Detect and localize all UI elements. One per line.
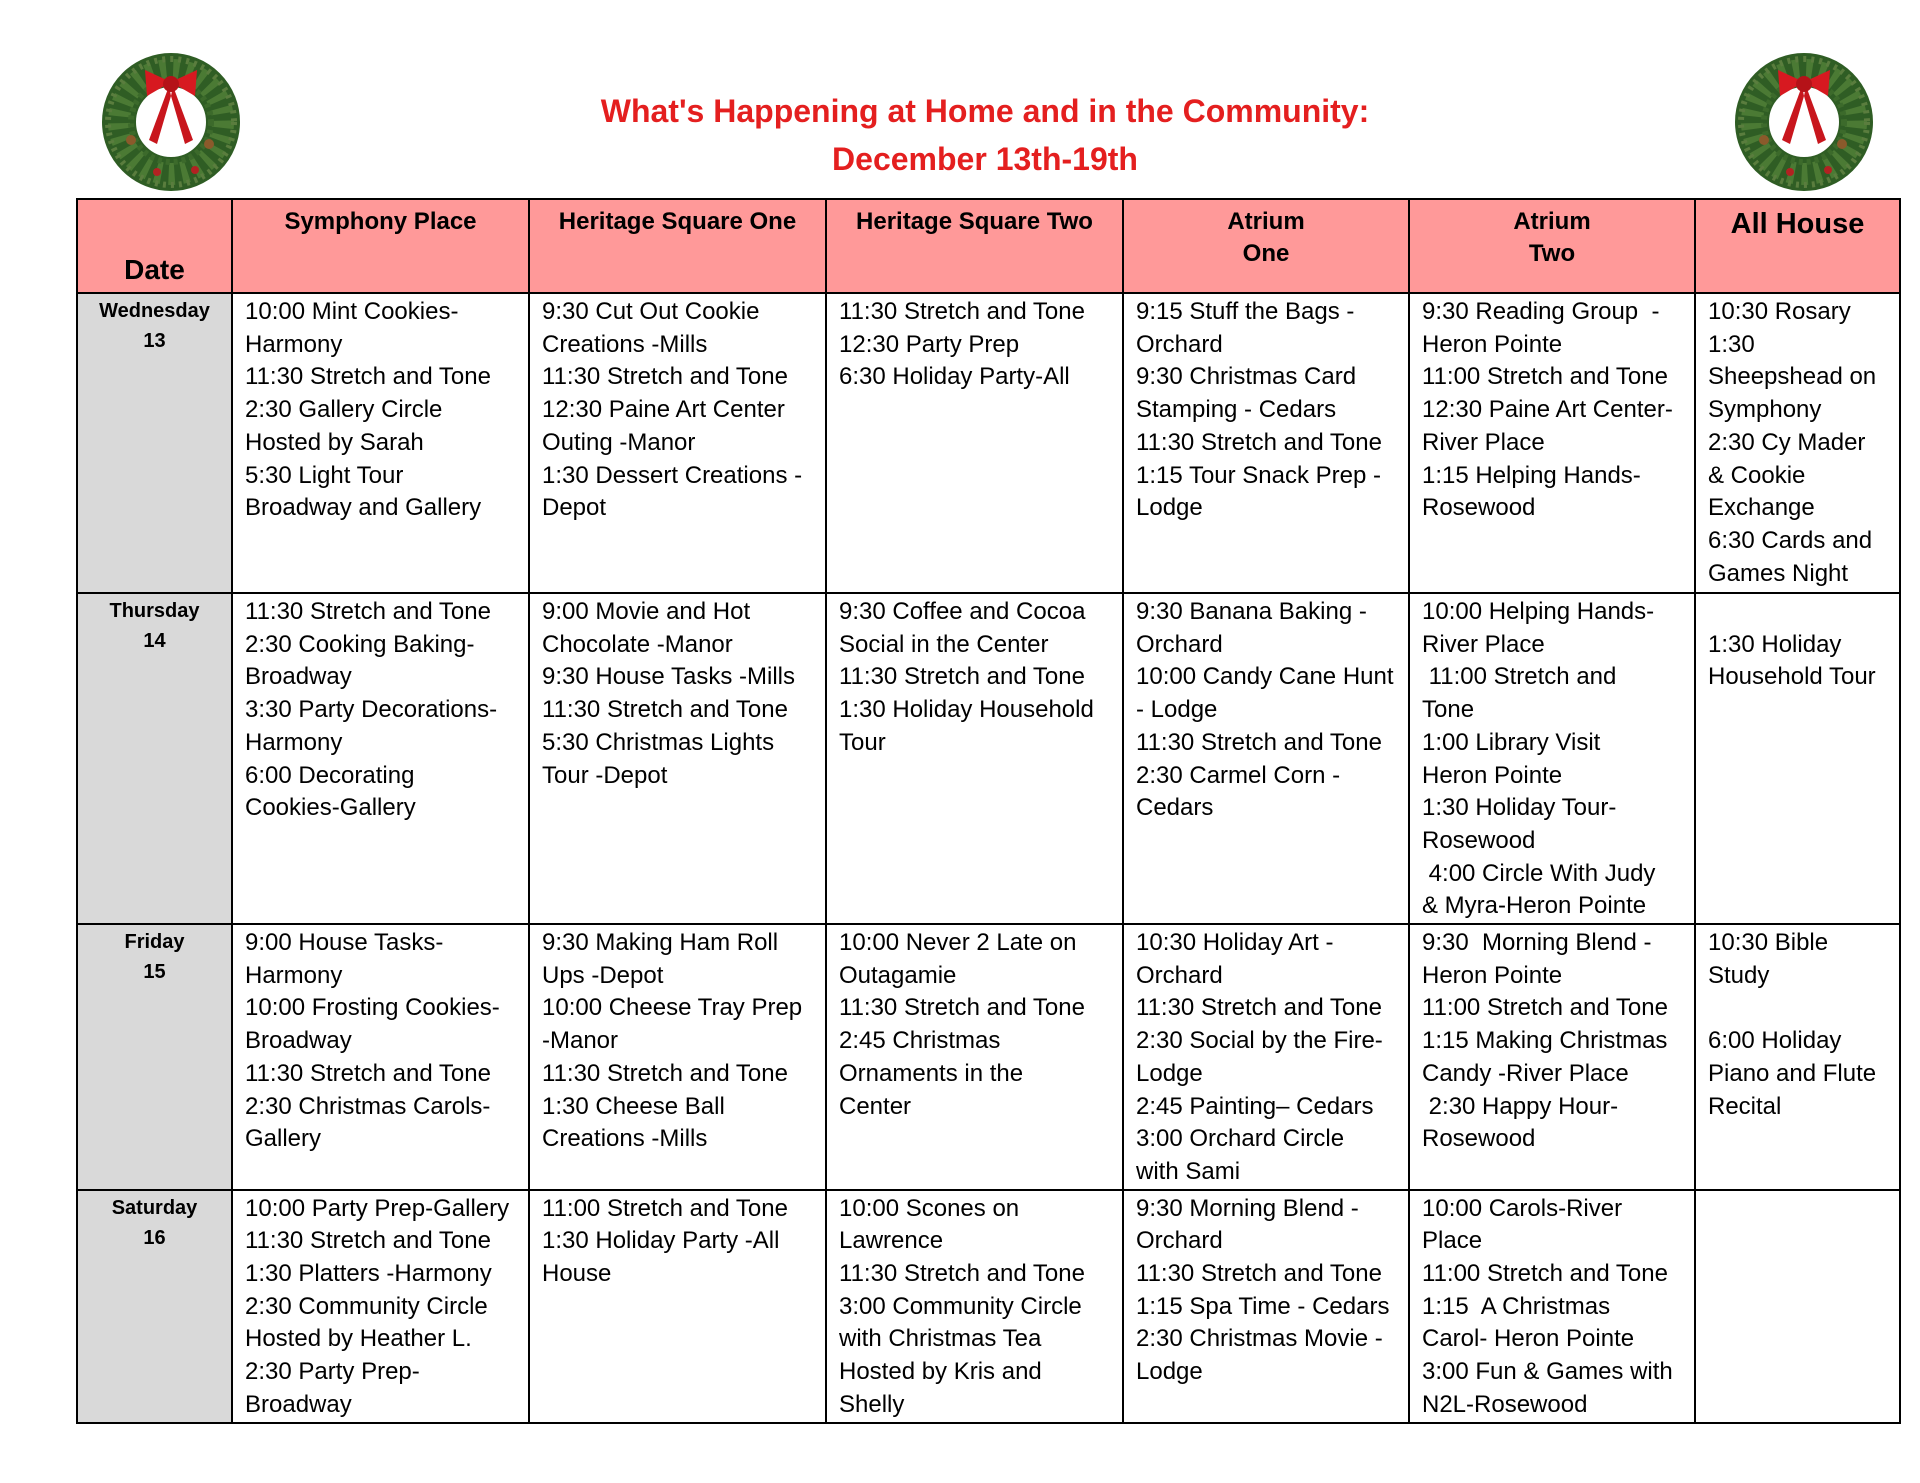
- event-line: 9:30 Banana Baking -: [1136, 598, 1367, 625]
- event-line: 12:30 Paine Art Center: [542, 396, 785, 424]
- schedule-cell: [826, 1190, 1123, 1423]
- event-line: Symphony: [1708, 396, 1822, 424]
- event-line: 10:00 Scones on: [839, 1194, 1020, 1222]
- event-line: Ups -Depot: [542, 961, 664, 989]
- schedule-cell: [1123, 593, 1409, 924]
- event-line: Harmony: [245, 330, 343, 358]
- schedule-cell: [232, 924, 529, 1190]
- event-line: Depot: [542, 494, 607, 522]
- event-line: 12:30 Party Prep: [839, 330, 1020, 358]
- date-cell: [77, 293, 232, 593]
- event-line: 11:30 Stretch and Tone: [839, 1260, 1085, 1288]
- event-line: 11:30 Stretch and Tone: [1136, 994, 1382, 1022]
- schedule-cell: [826, 593, 1123, 924]
- table-row: [77, 593, 1900, 924]
- date-cell: [77, 924, 232, 1190]
- event-line: Orchard: [1136, 1227, 1223, 1255]
- event-line: 9:15 Stuff the Bags -: [1136, 298, 1355, 325]
- event-line: 1:30 Holiday: [1708, 630, 1842, 658]
- event-line: 11:30 Stretch and Tone: [1136, 428, 1382, 456]
- event-line: River Place: [1422, 428, 1545, 456]
- event-line: Hosted by Heather L.: [245, 1325, 472, 1353]
- event-line: Broadway: [245, 1390, 352, 1418]
- event-line: Chocolate -Manor: [542, 630, 733, 658]
- event-line: 3:00 Community Circle: [839, 1292, 1082, 1320]
- schedule-cell: [1409, 1190, 1695, 1423]
- event-line: 11:00 Stretch and Tone: [1422, 994, 1668, 1022]
- event-line: Stamping - Cedars: [1136, 396, 1337, 424]
- event-line: Broadway and Gallery: [245, 494, 482, 522]
- event-line: 1:15 A Christmas: [1422, 1292, 1611, 1320]
- title-line-1: What's Happening at Home and in the Community:: [600, 93, 1370, 129]
- event-line: Tone: [1422, 696, 1475, 724]
- event-line: 1:30: [1708, 330, 1755, 358]
- event-line: N2L-Rosewood: [1422, 1390, 1588, 1418]
- day-name: Wednesday: [99, 300, 210, 322]
- page-title: [0, 87, 1920, 183]
- event-line: 2:30 Christmas Movie -: [1136, 1325, 1383, 1353]
- event-line: Carol- Heron Pointe: [1422, 1325, 1635, 1353]
- event-line: 9:30 Christmas Card: [1136, 363, 1357, 391]
- title-line-2: December 13th-19th: [832, 141, 1138, 177]
- event-line: 10:30 Holiday Art -: [1136, 929, 1334, 957]
- event-line: Rosewood: [1422, 1125, 1536, 1153]
- event-line: 1:30 Cheese Ball: [542, 1092, 725, 1120]
- schedule-cell: [529, 1190, 826, 1423]
- event-line: - Lodge: [1136, 696, 1218, 724]
- header-row: [77, 199, 1900, 293]
- event-line: Social in the Center: [839, 630, 1049, 658]
- schedule-cell: [1695, 593, 1900, 924]
- event-line: 5:30 Light Tour: [245, 461, 404, 489]
- event-line: 11:30 Stretch and Tone: [245, 1227, 491, 1255]
- event-line: 9:30 Making Ham Roll: [542, 929, 779, 957]
- table-row: [77, 924, 1900, 1190]
- event-line: [1708, 596, 1891, 629]
- schedule-cell: [232, 1190, 529, 1423]
- event-line: 11:30 Stretch and Tone: [1136, 728, 1382, 756]
- day-number: 13: [143, 330, 166, 352]
- event-line: 6:00 Holiday: [1708, 1027, 1842, 1055]
- event-line: 9:30 Reading Group -: [1422, 298, 1660, 325]
- event-line: Lodge: [1136, 494, 1203, 522]
- event-line: Rosewood: [1422, 494, 1536, 522]
- schedule-cell: [529, 924, 826, 1190]
- schedule-cell: [232, 293, 529, 593]
- event-line: Orchard: [1136, 330, 1223, 358]
- event-line: 2:45 Christmas: [839, 1027, 1001, 1055]
- schedule-cell: [529, 593, 826, 924]
- schedule-cell: [1695, 293, 1900, 593]
- date-cell: [77, 593, 232, 924]
- event-line: 10:00 Never 2 Late on: [839, 929, 1077, 957]
- day-number: 14: [143, 630, 166, 652]
- event-line: 11:30 Stretch and Tone: [1136, 1260, 1382, 1288]
- schedule-cell: [1409, 924, 1695, 1190]
- event-line: [1708, 992, 1891, 1025]
- event-line: 9:30 Morning Blend -: [1136, 1194, 1359, 1222]
- event-line: 9:30 Morning Blend -: [1422, 929, 1652, 957]
- day-name: Friday: [124, 931, 185, 954]
- event-line: Creations -Mills: [542, 1125, 708, 1153]
- schedule-cell: [1695, 924, 1900, 1190]
- event-line: 10:00 Carols-River: [1422, 1194, 1623, 1222]
- schedule-body: [77, 293, 1900, 1423]
- event-line: Gallery: [245, 1125, 322, 1153]
- event-line: 11:30 Stretch and Tone: [542, 1059, 788, 1087]
- event-line: Tour: [839, 728, 886, 756]
- event-line: 6:30 Cards and: [1708, 526, 1873, 554]
- event-line: Study: [1708, 961, 1770, 989]
- schedule-cell: [1409, 293, 1695, 593]
- column-header-atrium-two: [1409, 199, 1695, 293]
- event-line: 1:30 Holiday Household: [839, 696, 1094, 724]
- event-line: Broadway: [245, 663, 352, 691]
- event-line: 10:30 Rosary: [1708, 298, 1851, 325]
- event-line: 11:30 Stretch and Tone: [839, 663, 1085, 691]
- event-line: 11:00 Stretch and Tone: [542, 1194, 788, 1222]
- date-cell: [77, 1190, 232, 1423]
- event-line: 3:30 Party Decorations-: [245, 696, 498, 724]
- event-line: Lodge: [1136, 1358, 1203, 1386]
- event-line: 1:30 Holiday Tour-: [1422, 794, 1617, 822]
- event-line: Lodge: [1136, 1059, 1203, 1087]
- event-line: 11:00 Stretch and Tone: [1422, 363, 1668, 391]
- event-line: 10:00 Helping Hands-: [1422, 598, 1655, 625]
- event-line: Orchard: [1136, 961, 1223, 989]
- event-line: 11:30 Stretch and Tone: [542, 696, 788, 724]
- event-line: Shelly: [839, 1390, 905, 1418]
- event-line: Lawrence: [839, 1227, 944, 1255]
- event-line: Household Tour: [1708, 663, 1876, 691]
- event-line: 9:30 Cut Out Cookie: [542, 298, 760, 325]
- event-line: Candy -River Place: [1422, 1059, 1629, 1087]
- event-line: Games Night: [1708, 559, 1849, 587]
- event-line: & Myra-Heron Pointe: [1422, 892, 1647, 920]
- event-line: Recital: [1708, 1092, 1782, 1120]
- day-number: 15: [143, 961, 166, 984]
- event-line: with Christmas Tea: [839, 1325, 1042, 1353]
- event-line: 9:30 House Tasks -Mills: [542, 663, 795, 691]
- event-line: 10:00 Mint Cookies-: [245, 298, 459, 325]
- event-line: with Sami: [1136, 1157, 1241, 1185]
- event-line: 2:45 Painting– Cedars: [1136, 1092, 1374, 1120]
- event-line: 6:00 Decorating: [245, 761, 415, 789]
- event-line: 1:30 Holiday Party -All: [542, 1227, 780, 1255]
- event-line: 11:00 Stretch and Tone: [1422, 1260, 1668, 1288]
- event-line: Piano and Flute: [1708, 1059, 1877, 1087]
- event-line: 2:30 Community Circle: [245, 1292, 488, 1320]
- event-line: 2:30 Gallery Circle: [245, 396, 443, 424]
- event-line: Broadway: [245, 1027, 352, 1055]
- event-line: 2:30 Party Prep-: [245, 1358, 420, 1386]
- table-row: [77, 1190, 1900, 1423]
- schedule-cell: [232, 593, 529, 924]
- event-line: Rosewood: [1422, 826, 1536, 854]
- event-line: Exchange: [1708, 494, 1815, 522]
- event-line: -Manor: [542, 1027, 619, 1055]
- event-line: Harmony: [245, 961, 343, 989]
- event-line: 3:00 Fun & Games with: [1422, 1358, 1673, 1386]
- event-line: 11:30 Stretch and Tone: [542, 363, 788, 391]
- event-line: 5:30 Christmas Lights: [542, 728, 775, 756]
- event-line: 1:30 Dessert Creations -: [542, 461, 803, 489]
- event-line: 3:00 Orchard Circle: [1136, 1125, 1345, 1153]
- event-line: 1:15 Tour Snack Prep -: [1136, 461, 1382, 489]
- event-line: 9:30 Coffee and Cocoa: [839, 598, 1086, 625]
- event-line: 1:15 Spa Time - Cedars: [1136, 1292, 1390, 1320]
- event-line: Place: [1422, 1227, 1483, 1255]
- event-line: Tour -Depot: [542, 761, 668, 789]
- event-line: 2:30 Happy Hour-: [1422, 1092, 1619, 1120]
- event-line: 1:15 Helping Hands-: [1422, 461, 1641, 489]
- schedule-cell: [1409, 593, 1695, 924]
- column-header-date: Date: [77, 199, 232, 293]
- column-header-symphony-place: Symphony Place: [232, 199, 529, 293]
- event-line: Outagamie: [839, 961, 957, 989]
- event-line: 10:00 Frosting Cookies-: [245, 994, 500, 1022]
- day-name: Saturday: [111, 1196, 198, 1219]
- event-line: Cookies-Gallery: [245, 794, 416, 822]
- event-line: 12:30 Paine Art Center-: [1422, 396, 1673, 424]
- event-line: Hosted by Kris and: [839, 1358, 1042, 1386]
- event-line: 1:15 Making Christmas: [1422, 1027, 1668, 1055]
- event-line: Sheepshead on: [1708, 363, 1877, 391]
- event-line: 2:30 Christmas Carols-: [245, 1092, 491, 1120]
- table-row: [77, 293, 1900, 593]
- event-line: 11:30 Stretch and Tone: [839, 298, 1085, 325]
- schedule-cell: [1123, 924, 1409, 1190]
- column-header-atrium-one: [1123, 199, 1409, 293]
- event-line: Heron Pointe: [1422, 961, 1563, 989]
- event-line: 10:00 Candy Cane Hunt: [1136, 663, 1394, 691]
- event-line: Hosted by Sarah: [245, 428, 424, 456]
- event-line: 9:00 House Tasks-: [245, 929, 444, 957]
- event-line: 11:30 Stretch and Tone: [245, 598, 491, 625]
- event-line: 1:30 Platters -Harmony: [245, 1260, 492, 1288]
- event-line: 1:00 Library Visit: [1422, 728, 1601, 756]
- event-line: 2:30 Cooking Baking-: [245, 630, 475, 658]
- event-line: 11:30 Stretch and Tone: [839, 994, 1085, 1022]
- event-line: Heron Pointe: [1422, 330, 1563, 358]
- event-line: Harmony: [245, 728, 343, 756]
- column-header-heritage-square-two: Heritage Square Two: [826, 199, 1123, 293]
- event-line: 10:00 Cheese Tray Prep: [542, 994, 803, 1022]
- event-line: 11:00 Stretch and: [1422, 663, 1617, 691]
- event-line: River Place: [1422, 630, 1545, 658]
- event-line: 2:30 Social by the Fire-: [1136, 1027, 1383, 1055]
- event-line: House: [542, 1260, 612, 1288]
- schedule-cell: [826, 924, 1123, 1190]
- event-line: 10:30 Bible: [1708, 929, 1829, 957]
- column-header-heritage-square-one: Heritage Square One: [529, 199, 826, 293]
- schedule-cell: [529, 293, 826, 593]
- column-header-all-house: All House: [1695, 199, 1900, 293]
- event-line: Ornaments in the: [839, 1059, 1024, 1087]
- event-line: Center: [839, 1092, 912, 1120]
- header-label: Atrium Two: [1513, 208, 1591, 267]
- event-line: Cedars: [1136, 794, 1214, 822]
- schedule-cell: [1695, 1190, 1900, 1423]
- event-line: 11:30 Stretch and Tone: [245, 363, 491, 391]
- header-label: Atrium One: [1227, 208, 1305, 267]
- event-line: Orchard: [1136, 630, 1223, 658]
- schedule-cell: [1123, 1190, 1409, 1423]
- schedule-cell: [1123, 293, 1409, 593]
- schedule-cell: [826, 293, 1123, 593]
- event-line: 9:00 Movie and Hot: [542, 598, 751, 625]
- event-line: 2:30 Carmel Corn -: [1136, 761, 1341, 789]
- day-name: Thursday: [109, 600, 200, 622]
- event-line: Creations -Mills: [542, 330, 708, 358]
- day-number: 16: [143, 1226, 166, 1249]
- event-line: 10:00 Party Prep-Gallery: [245, 1194, 510, 1222]
- event-line: & Cookie: [1708, 461, 1806, 489]
- event-line: 11:30 Stretch and Tone: [245, 1059, 491, 1087]
- event-line: 6:30 Holiday Party-All: [839, 363, 1070, 391]
- event-line: 2:30 Cy Mader: [1708, 428, 1866, 456]
- schedule-table: [76, 198, 1901, 1424]
- event-line: Outing -Manor: [542, 428, 696, 456]
- event-line: Heron Pointe: [1422, 761, 1563, 789]
- event-line: 4:00 Circle With Judy: [1422, 859, 1656, 887]
